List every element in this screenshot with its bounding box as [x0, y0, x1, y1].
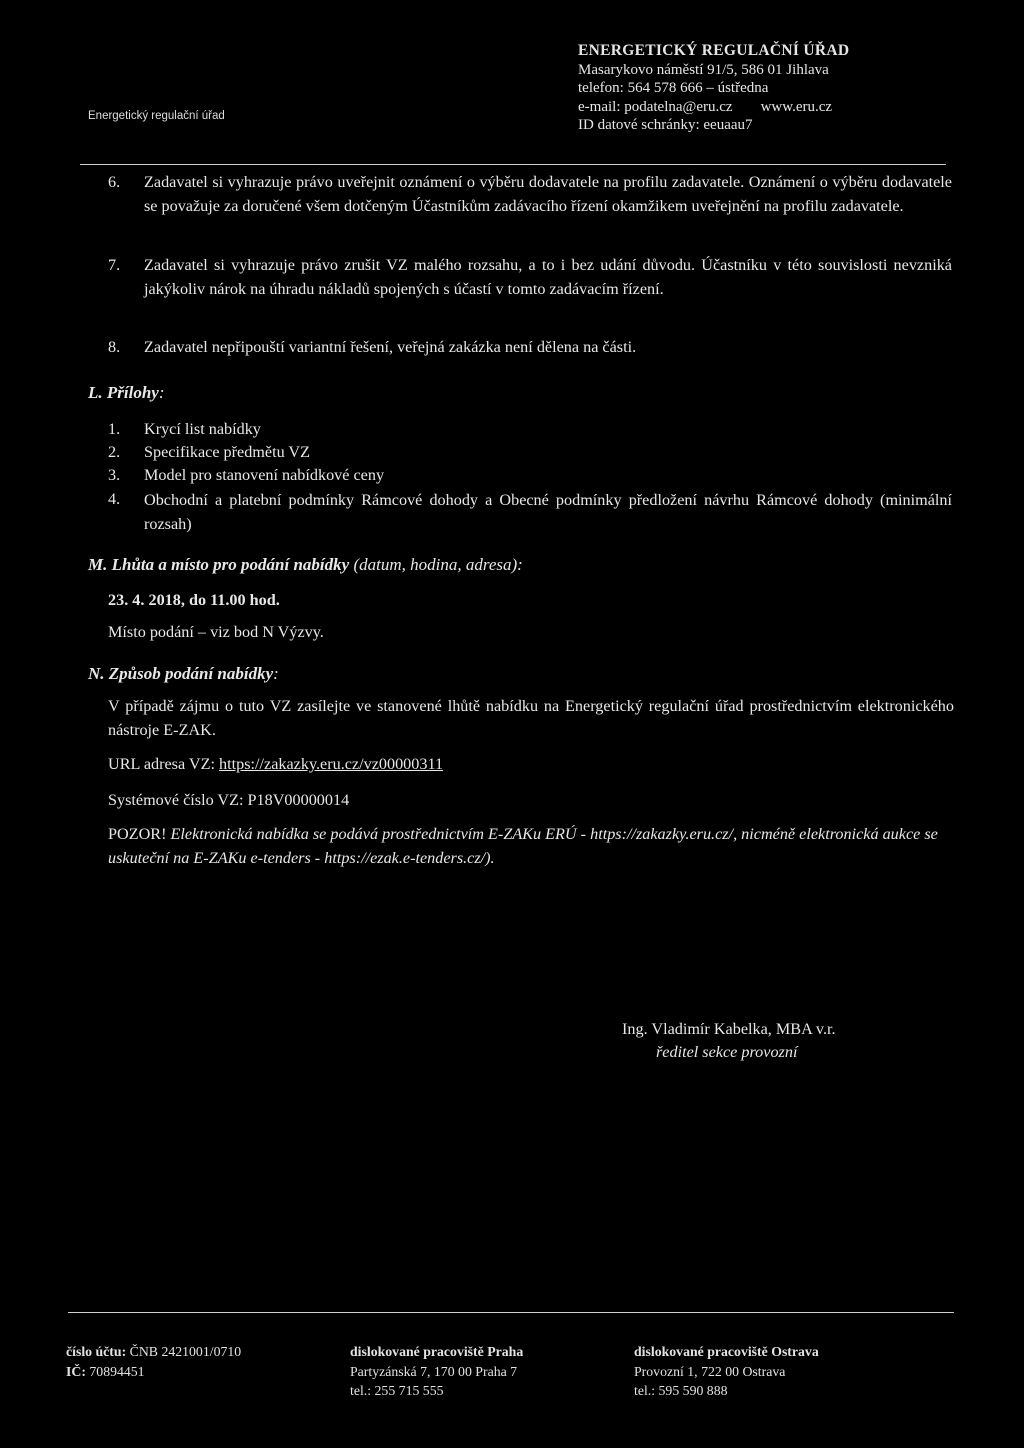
footer-divider: [68, 1312, 954, 1313]
ic-number: 70894451: [89, 1363, 145, 1379]
clause-number: 8.: [108, 338, 121, 356]
deadline: 23. 4. 2018, do 11.00 hod.: [108, 591, 280, 609]
office-title: dislokované pracoviště Ostrava: [634, 1344, 819, 1359]
item-number: 4.: [108, 490, 121, 508]
attachment-item: [108, 464, 384, 487]
letterhead-email: e-mail: podatelna@eru.cz: [578, 98, 733, 115]
office-title: dislokované pracoviště Praha: [350, 1344, 524, 1359]
item-text: Obchodní a platební podmínky Rámcové dohody a Obecné podmínky předložení návrhu Rámcové dohody (minimální rozsah): [144, 491, 952, 533]
clause-number: 6.: [108, 173, 121, 191]
letterhead: [578, 42, 849, 135]
item-text: Krycí list nabídky: [144, 420, 261, 438]
office-address: Partyzánská 7, 170 00 Praha 7: [350, 1363, 518, 1379]
section-note: (datum, hodina, adresa):: [353, 555, 523, 574]
footer-bank: [66, 1342, 241, 1381]
header-divider: [80, 164, 946, 165]
section-colon: :: [273, 664, 279, 683]
url-line: [108, 752, 954, 776]
item-number: 2.: [108, 443, 121, 461]
footer-praha: [350, 1342, 523, 1401]
warning-label: POZOR!: [108, 825, 167, 843]
clause-number: 7.: [108, 256, 121, 274]
warning-text: Elektronická nabídka se podává prostřednictvím E-ZAKu ERÚ - https://zakazky.eru.cz/, nicméně elektronická aukce se uskuteční na E-ZAKu e-tenders - https://ezak.e-tenders.cz/).: [108, 825, 938, 867]
item-number: 1.: [108, 420, 121, 438]
section-colon: :: [158, 383, 165, 402]
section-title: Způsob podání nabídky: [108, 664, 274, 683]
office-address: Provozní 1, 722 00 Ostrava: [634, 1363, 786, 1379]
clause-text: Zadavatel si vyhrazuje právo zrušit VZ malého rozsahu, a to i bez udání důvodu. Účastníku v této souvislosti nevzniká jakýkoliv nárok na úhradu nákladů spojených s účastí v tomto zadávacím řízení.: [144, 256, 952, 298]
item-text: Model pro stanovení nabídkové ceny: [144, 466, 385, 484]
section-letter: N.: [88, 664, 105, 683]
letterhead-title: ENERGETICKÝ REGULAČNÍ ÚŘAD: [578, 42, 850, 59]
warning: [108, 822, 954, 870]
clause-text: Zadavatel nepřipouští variantní řešení, veřejná zakázka není dělena na části.: [144, 338, 637, 356]
section-n-heading: [88, 664, 279, 684]
section-l-heading: [88, 383, 165, 403]
item-number: 3.: [108, 466, 121, 484]
attachment-item: [108, 418, 261, 441]
account-label: číslo účtu:: [66, 1344, 127, 1359]
system-number: Systémové číslo VZ: P18V00000014: [108, 791, 350, 809]
account-number: ČNB 2421001/0710: [129, 1344, 242, 1359]
letterhead-phone: telefon: 564 578 666 – ústředna: [578, 80, 769, 96]
section-letter: L.: [88, 383, 103, 402]
letterhead-web: www.eru.cz: [760, 98, 833, 115]
signature-name: Ing. Vladimír Kabelka, MBA v.r.: [622, 1020, 836, 1038]
section-title: Přílohy: [106, 383, 159, 402]
footer-ostrava: [634, 1342, 819, 1401]
tender-url-link[interactable]: https://zakazky.eru.cz/vz00000311: [219, 755, 444, 773]
submission-place: Místo podání – viz bod N Výzvy.: [108, 623, 324, 641]
signature-role: ředitel sekce provozní: [656, 1043, 798, 1061]
letterhead-databox: ID datové schránky: eeuaau7: [578, 117, 753, 133]
section-m-heading: [88, 555, 523, 575]
section-title: Lhůta a místo pro podání nabídky: [111, 555, 350, 574]
clause-text: Zadavatel si vyhrazuje právo uveřejnit oznámení o výběru dodavatele na profilu zadavatele. Oznámení o výběru dodavatele se považuje za doručené všem dotčeným Účastníkům zadávacího řízení okamžikem uveřejnění na profilu zadavatele.: [144, 173, 952, 215]
url-label: URL adresa VZ:: [108, 755, 215, 773]
office-phone: tel.: 255 715 555: [350, 1383, 444, 1398]
org-short-name: Energetický regulační úřad: [88, 110, 225, 122]
letterhead-contact: [578, 98, 849, 117]
submission-paragraph: V případě zájmu o tuto VZ zasílejte ve stanovené lhůtě nabídku na Energetický regulační úřad prostřednictvím elektronického nástroje E-ZAK.: [108, 697, 954, 739]
letterhead-address: Masarykovo náměstí 91/5, 586 01 Jihlava: [578, 61, 829, 78]
item-text: Specifikace předmětu VZ: [144, 443, 311, 461]
attachment-item: [108, 441, 310, 464]
section-letter: M.: [88, 555, 108, 574]
ic-label: IČ:: [66, 1363, 86, 1379]
office-phone: tel.: 595 590 888: [634, 1383, 728, 1398]
